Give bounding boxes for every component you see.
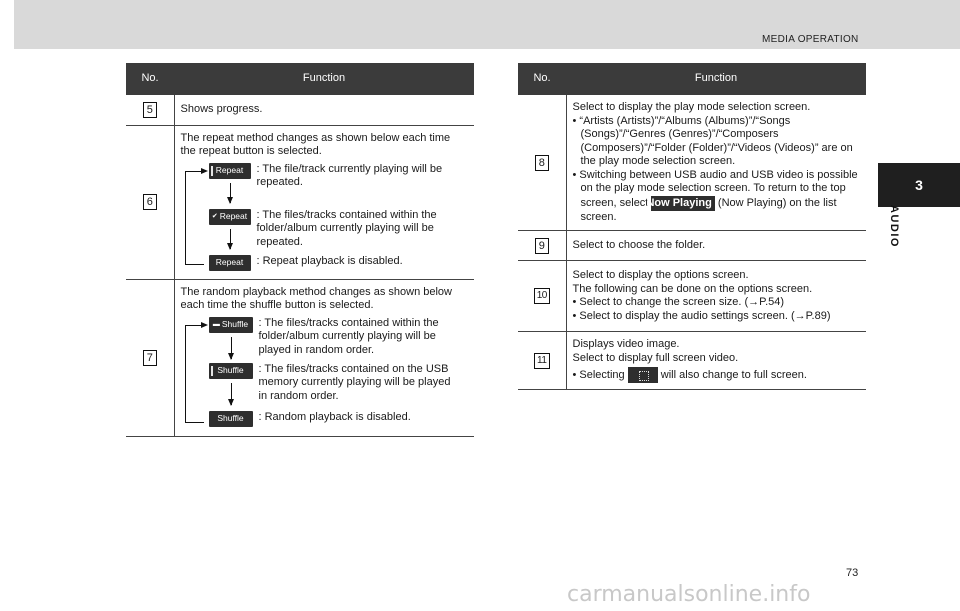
play-mode-bullet-2: • Switching between USB audio and USB video is possible on the play mode selection screen. To return to the top screen, select Now Playing (Now Playing) on the list screen. bbox=[572, 168, 858, 223]
down-arrow-icon bbox=[231, 383, 232, 405]
chapter-label: AUDIO bbox=[888, 205, 900, 248]
item-number: 7 bbox=[143, 350, 157, 366]
table-row bbox=[518, 261, 866, 332]
repeat-off-icon: Repeat bbox=[209, 255, 251, 271]
down-arrow-icon bbox=[230, 229, 231, 249]
full-screen-icon bbox=[628, 367, 658, 383]
function-text: Shows progress. bbox=[174, 95, 474, 125]
play-mode-bullet-1: • “Artists (Artists)”/“Albums (Albums)”/“Songs (Songs)”/“Genres (Genres)”/“Composers (Composers)”/“Folder (Folder)”/“Videos (Videos)” are on the play mode selection screen. bbox=[572, 114, 853, 167]
table-row bbox=[126, 125, 474, 279]
options-bullet-2: • Select to display the audio settings screen. (→P.89) bbox=[572, 309, 831, 322]
column-header-function: Function bbox=[566, 63, 866, 95]
shuffle-off-desc: : Random playback is disabled. bbox=[258, 410, 411, 423]
down-arrow-icon bbox=[231, 337, 232, 359]
video-line-1: Displays video image. bbox=[572, 338, 680, 350]
column-header-no: No. bbox=[518, 63, 566, 95]
repeat-off-desc: : Repeat playback is disabled. bbox=[256, 254, 403, 267]
column-header-function: Function bbox=[174, 63, 474, 95]
now-playing-button: Now Playing bbox=[651, 196, 714, 211]
repeat-folder-icon: ✔ Repeat bbox=[209, 209, 251, 225]
repeat-folder-desc: : The files/tracks contained within the folder/album currently playing will be repeated. bbox=[256, 208, 437, 248]
video-bullet: • Selecting will also change to full screen. bbox=[573, 367, 861, 383]
column-header-no: No. bbox=[126, 63, 174, 95]
left-function-table bbox=[126, 63, 474, 437]
item-number: 8 bbox=[535, 155, 549, 171]
table-row bbox=[126, 279, 474, 436]
shuffle-sequence bbox=[181, 317, 469, 429]
table-row bbox=[126, 95, 474, 125]
item-number: 11 bbox=[534, 353, 550, 369]
video-line-2: Select to display full screen video. bbox=[572, 351, 739, 364]
repeat-intro: The repeat method changes as shown below each time the repeat button is selected. bbox=[180, 131, 451, 157]
shuffle-intro: The random playback method changes as shown below each time the shuffle button is selected. bbox=[180, 285, 452, 311]
item-number: 9 bbox=[535, 238, 549, 254]
item-number: 6 bbox=[143, 194, 157, 210]
chapter-label-container bbox=[886, 205, 900, 265]
options-bullet-1: • Select to change the screen size. (→P.54) bbox=[572, 296, 785, 308]
chapter-number: 3 bbox=[878, 163, 960, 207]
repeat-one-icon: Repeat bbox=[209, 163, 251, 179]
shuffle-off-icon: Shuffle bbox=[209, 411, 253, 427]
options-line-1: Select to display the options screen. bbox=[572, 269, 749, 281]
item-number: 10 bbox=[534, 288, 550, 304]
play-mode-line: Select to display the play mode selection screen. bbox=[572, 101, 811, 113]
shuffle-all-desc: : The files/tracks contained on the USB memory currently playing will be played in random order. bbox=[258, 362, 451, 402]
right-function-table bbox=[518, 63, 866, 390]
repeat-one-desc: : The file/track currently playing will be repeated. bbox=[256, 162, 443, 188]
cycle-arrow bbox=[185, 325, 204, 423]
shuffle-folder-desc: : The files/tracks contained within the folder/album currently playing will be played in random order. bbox=[258, 316, 439, 356]
item-number: 5 bbox=[143, 102, 157, 118]
page-number: 73 bbox=[846, 567, 859, 579]
table-row bbox=[518, 332, 866, 390]
watermark: carmanualsonline.info bbox=[567, 582, 811, 607]
down-arrow-icon bbox=[230, 183, 231, 203]
options-line-2: The following can be done on the options screen. bbox=[572, 282, 813, 295]
repeat-sequence bbox=[181, 163, 469, 273]
table-row bbox=[518, 95, 866, 231]
cycle-arrow bbox=[185, 171, 204, 265]
function-text: Select to choose the folder. bbox=[566, 231, 866, 261]
table-row bbox=[518, 231, 866, 261]
shuffle-all-icon: Shuffle bbox=[209, 363, 253, 379]
section-title: MEDIA OPERATION bbox=[762, 34, 859, 45]
shuffle-folder-icon: ▬ Shuffle bbox=[209, 317, 253, 333]
